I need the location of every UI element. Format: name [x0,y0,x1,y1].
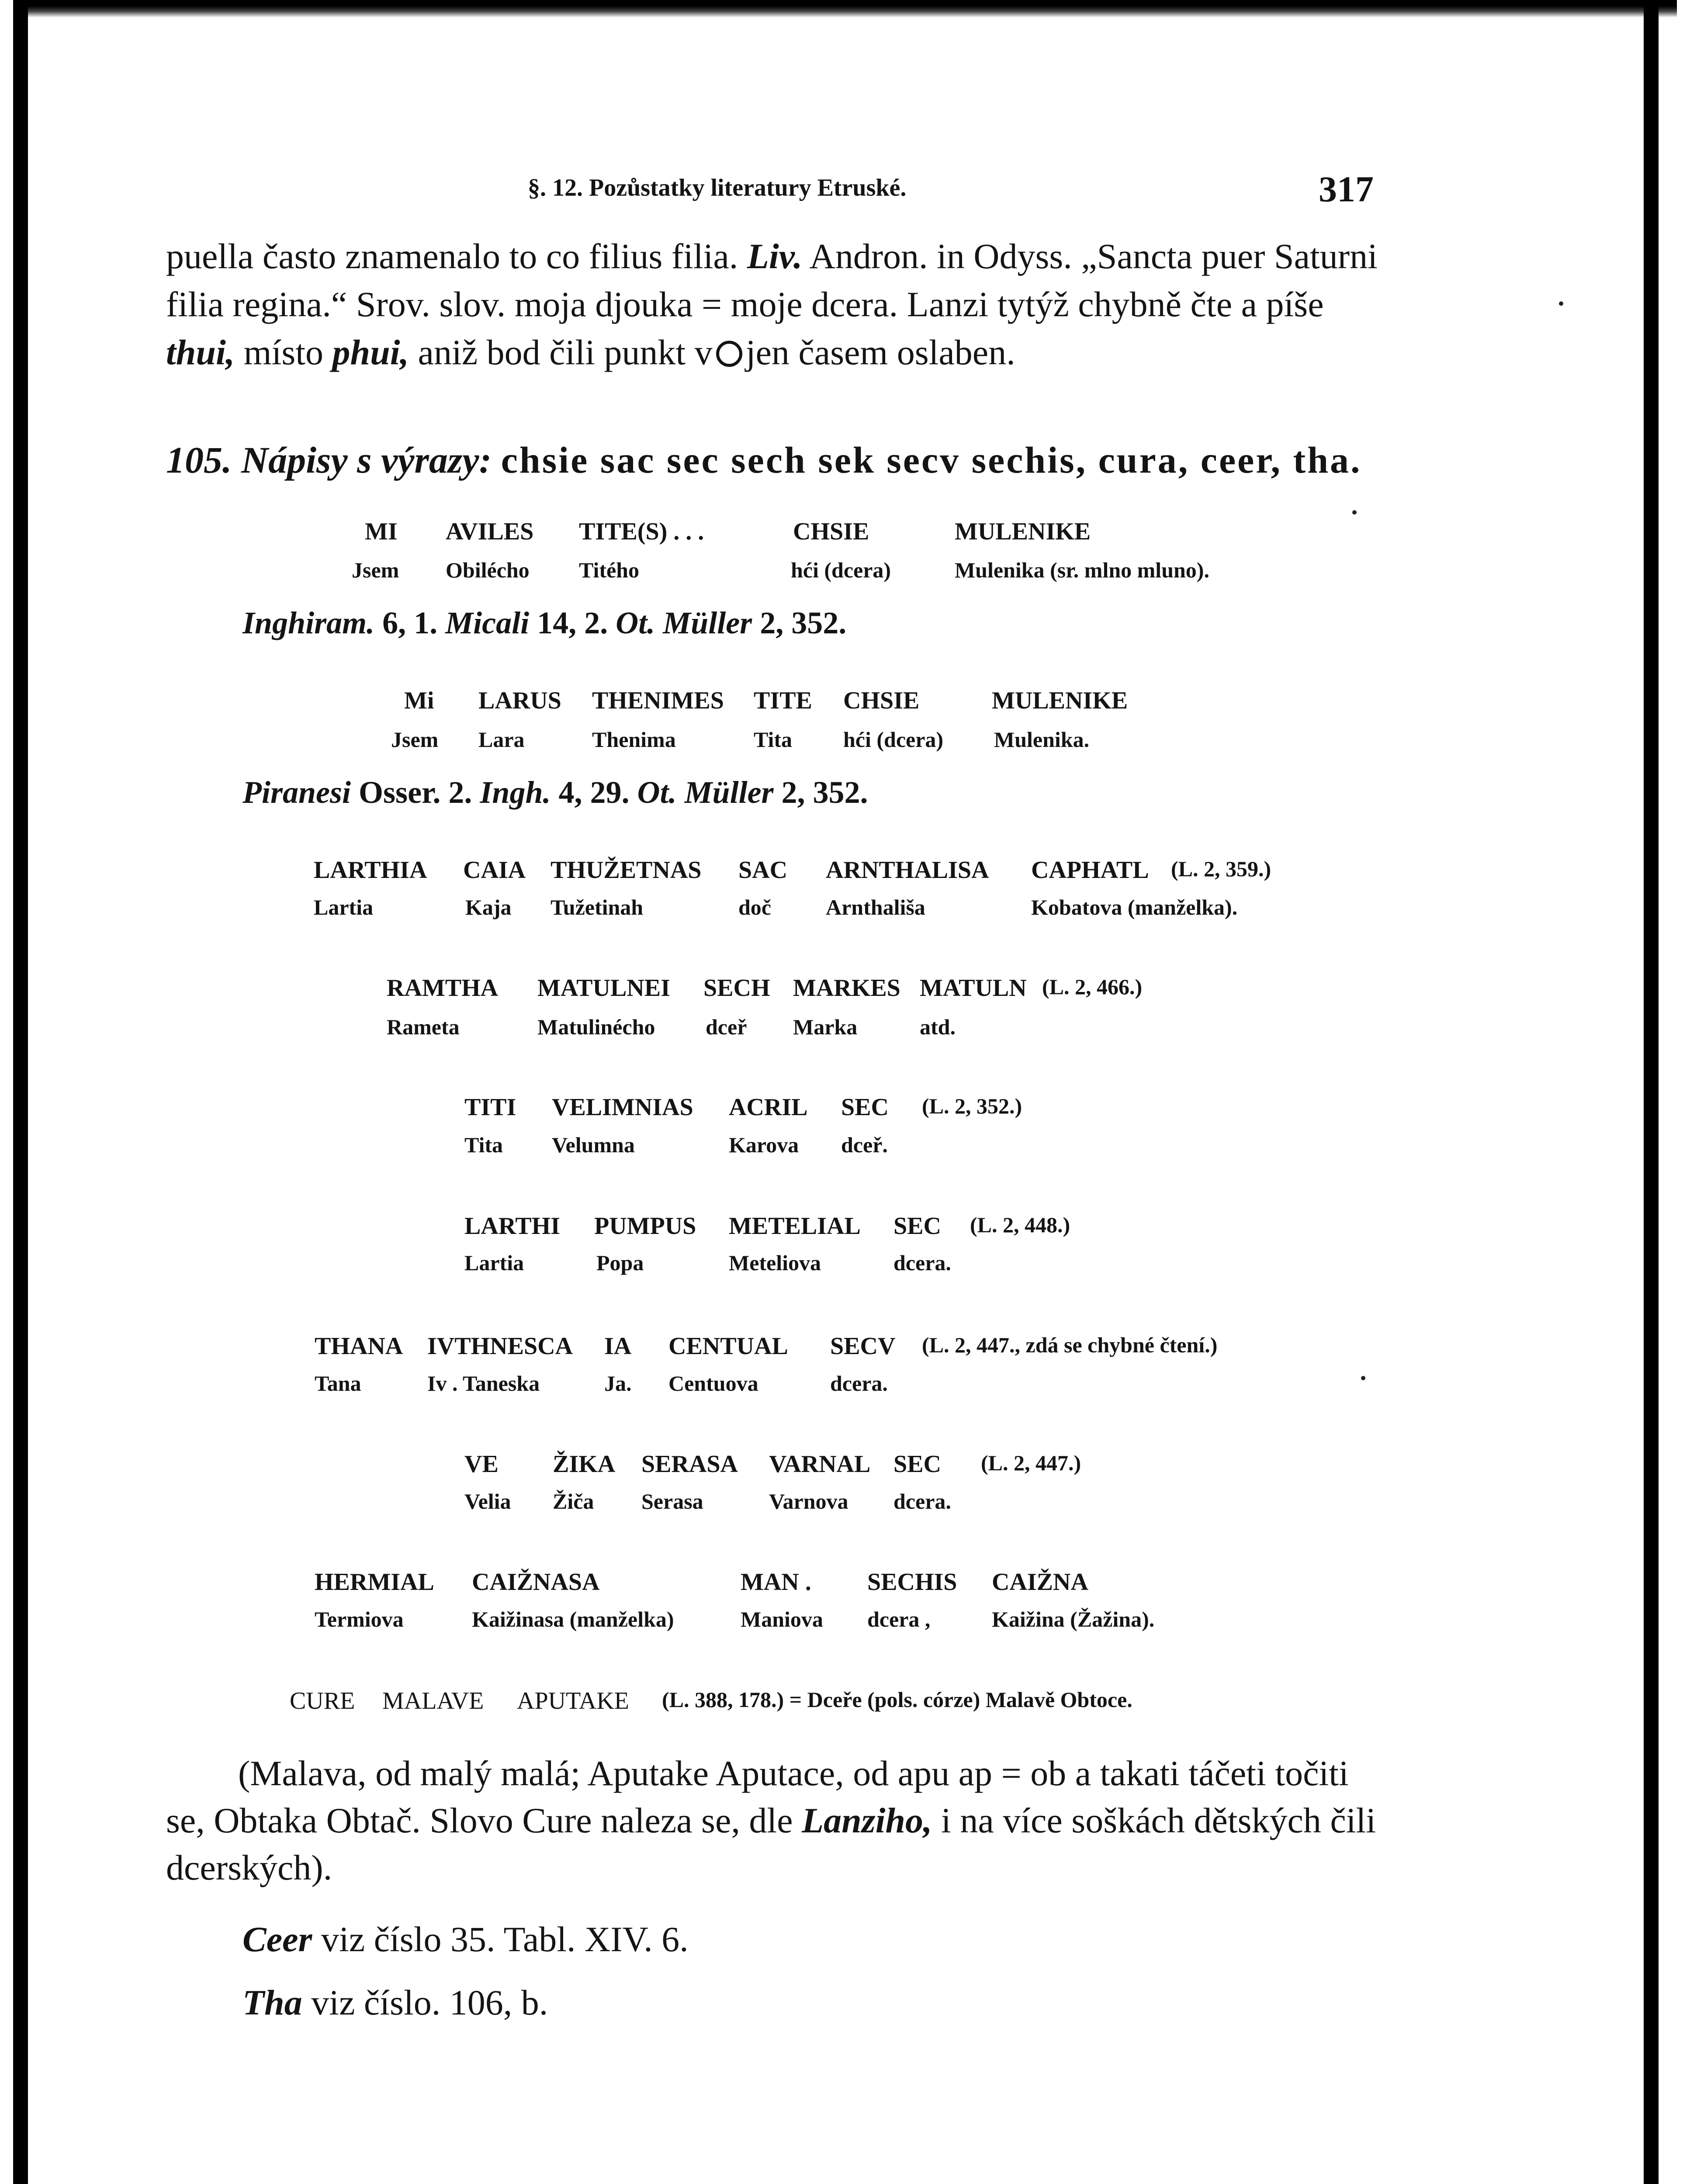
inscription-ref: (L. 2, 352.) [922,1094,1022,1118]
translation: dcera , [867,1607,931,1631]
word: SECH [703,975,770,1002]
word: LARUS [478,687,561,714]
translation: Titého [579,558,639,582]
word: APUTAKE [517,1687,629,1714]
closing-line-1: (Malava, od malý malá; Aputake Aputace, od apu ap = ob a takati táčeti točiti [238,1753,1349,1793]
section-heading [166,438,1362,482]
translation: Tita [464,1133,503,1157]
ref-author: Micali [445,605,530,640]
translation: Kobatova (manželka). [1031,895,1238,919]
ref-author: Ingh. [480,775,551,810]
word: PUMPUS [594,1213,696,1240]
translation: doč [738,895,771,919]
word: SEC [841,1094,889,1121]
intro-text: puella často znamenalo to co filius filia. [166,236,747,276]
intro-line-2: filia regina.“ Srov. slov. moja djouka = moje dcera. Lanzi tytýž chybně čte a píše [166,284,1324,324]
intro-author-liv: Liv. [747,236,803,276]
word: VE [464,1451,499,1478]
word: TITE(S) . . . [579,518,704,545]
translation: Tana [315,1371,361,1396]
inscription-ref: (L. 2, 447., zdá se chybné čtení.) [922,1333,1218,1357]
section-words: chsie sac sec sech sek secv sechis, cura, ceer, tha. [501,439,1362,481]
intro-text: místo [235,332,332,372]
ref-text: viz číslo. 106, b. [302,1983,548,2022]
word: ACRIL [729,1094,808,1121]
word: SEC [893,1213,941,1240]
translation: Iv . Taneska [427,1371,540,1396]
ref-word-ceer: Ceer [242,1919,312,1959]
word: ŽIKA [553,1451,616,1478]
word: CAIŽNASA [472,1569,600,1596]
word: CENTUAL [668,1333,788,1360]
translation: Termiova [315,1607,404,1631]
ref-text: 2, 352. [752,605,847,640]
translation: Karova [729,1133,799,1157]
ref-text: 4, 29. [551,775,637,810]
closing-text: se, Obtaka Obtač. Slovo Cure naleza se, dle [166,1800,802,1840]
word: SECV [830,1333,896,1360]
intro-text: aniž bod čili punkt v [409,332,713,372]
ceer-reference [242,1915,689,1963]
intro-text: jen časem oslaben. [745,332,1015,372]
word: MI [365,518,398,545]
translation: Mulenika. [994,727,1090,752]
translation: Lartia [314,895,374,919]
translation: Kaižinasa (manželka) [472,1607,674,1631]
word: SERASA [641,1451,738,1478]
translation: dcera. [830,1371,888,1396]
translation: Lara [478,727,525,752]
ref-text: Osser. 2. [351,775,480,810]
word: MARKES [793,975,900,1002]
word: HERMIAL [315,1569,434,1596]
running-header: §. 12. Pozůstatky literatury Etruské. [528,174,907,201]
word: MATULNEI [537,975,670,1002]
inscription-ref: (L. 2, 447.) [981,1451,1081,1475]
translation: Meteliova [729,1251,821,1275]
scan-speck [1361,1376,1365,1380]
translation: Rameta [387,1015,460,1039]
scan-speck [1559,301,1563,306]
author-lanzi: Lanziho, [802,1800,932,1840]
word: MAN . [741,1569,811,1596]
translation: dcera. [893,1251,951,1275]
section-number: 105. [166,439,232,481]
word: LARTHIA [314,857,427,884]
translation: dceř [706,1015,747,1039]
intro-text: Andron. in Odyss. „Sancta puer Saturni [802,236,1378,276]
closing-line-3: dcerských). [166,1848,332,1887]
translation: Matulinécho [537,1015,655,1039]
closing-text: i na více soškách dětských čili [932,1800,1376,1840]
translation: Centuova [668,1371,758,1396]
translation: Tita [754,727,792,752]
inscription-ref: (L. 2, 359.) [1171,857,1271,881]
translation: Obilécho [446,558,530,582]
word: AVILES [446,518,534,545]
word: CHSIE [793,518,869,545]
word: THUŽETNAS [551,857,702,884]
word: CHSIE [843,687,920,714]
word: Mi [404,687,434,714]
translation: dcera. [893,1489,951,1514]
ref-author: Ot. Müller [637,775,774,810]
word-thui: thui, [166,332,235,372]
word: LARTHI [464,1213,560,1240]
ref-author: Ot. Müller [616,605,752,640]
word: METELIAL [729,1213,861,1240]
translation: Kaižina (Žažina). [992,1607,1155,1631]
translation: Velia [464,1489,511,1514]
translation: Kaja [465,895,512,919]
word: CAIŽNA [992,1569,1088,1596]
translation: atd. [920,1015,956,1039]
translation: Tužetinah [551,895,644,919]
word: SECHIS [867,1569,957,1596]
intro-line-1 [166,232,1378,280]
translation: Thenima [592,727,676,752]
closing-line-2 [166,1797,1376,1845]
word: TITE [754,687,812,714]
translation: Marka [793,1015,858,1039]
word: ARNTHALISA [826,857,989,884]
translation: Varnova [769,1489,848,1514]
translation: Velumna [552,1133,635,1157]
translation: Lartia [464,1251,524,1275]
ref-text: viz číslo 35. Tabl. XIV. 6. [312,1919,689,1959]
translation: Mulenika (sr. mlno mluno). [955,558,1209,582]
scan-speck [1352,510,1357,515]
translation: Ja. [604,1371,632,1396]
word: RAMTHA [387,975,499,1002]
translation: Popa [596,1251,644,1275]
tha-reference [242,1979,548,2027]
word-phui: phui, [332,332,409,372]
word: MATULN [920,975,1027,1002]
word: IA [604,1333,632,1360]
word: CAPHATL [1031,857,1149,884]
word: THANA [315,1333,403,1360]
word: VELIMNIAS [552,1094,693,1121]
inscription-ref: (L. 2, 466.) [1042,975,1143,999]
translation: hći (dcera) [843,727,944,752]
ref-text: 14, 2. [529,605,616,640]
word: MULENIKE [992,687,1128,714]
section-title: Nápisy s výrazy: [241,439,492,481]
word: SAC [738,857,788,884]
translation: Arnthališa [826,895,925,919]
source-ref-2 [242,774,868,811]
word: TITI [464,1094,516,1121]
ref-author: Piranesi [242,775,351,810]
ref-word-tha: Tha [242,1983,302,2022]
translation: Žiča [553,1489,594,1514]
word: MULENIKE [955,518,1091,545]
word: THENIMES [592,687,724,714]
word: IVTHNESCA [427,1333,573,1360]
word: SEC [893,1451,941,1478]
word: VARNAL [769,1451,871,1478]
translation: Serasa [641,1489,703,1514]
page-number: 317 [1319,169,1374,210]
translation: hći (dcera) [791,558,891,582]
inscription-ref: (L. 2, 448.) [970,1213,1070,1237]
intro-line-3 [166,328,1015,377]
inscription-ref: (L. 388, 178.) = Dceře (pols. córze) Malavě Obtoce. [662,1687,1132,1712]
word: MALAVE [382,1687,484,1714]
ref-text: 6, 1. [374,605,446,640]
word: CAIA [463,857,526,884]
translation: Jsem [391,727,439,752]
source-ref-1 [242,605,846,641]
circle-glyph-icon [716,341,742,367]
ref-author: Inghiram. [242,605,375,640]
translation: dceř. [841,1133,888,1157]
translation: Maniova [741,1607,823,1631]
translation: Jsem [352,558,399,582]
word: CURE [290,1687,355,1714]
ref-text: 2, 352. [773,775,868,810]
